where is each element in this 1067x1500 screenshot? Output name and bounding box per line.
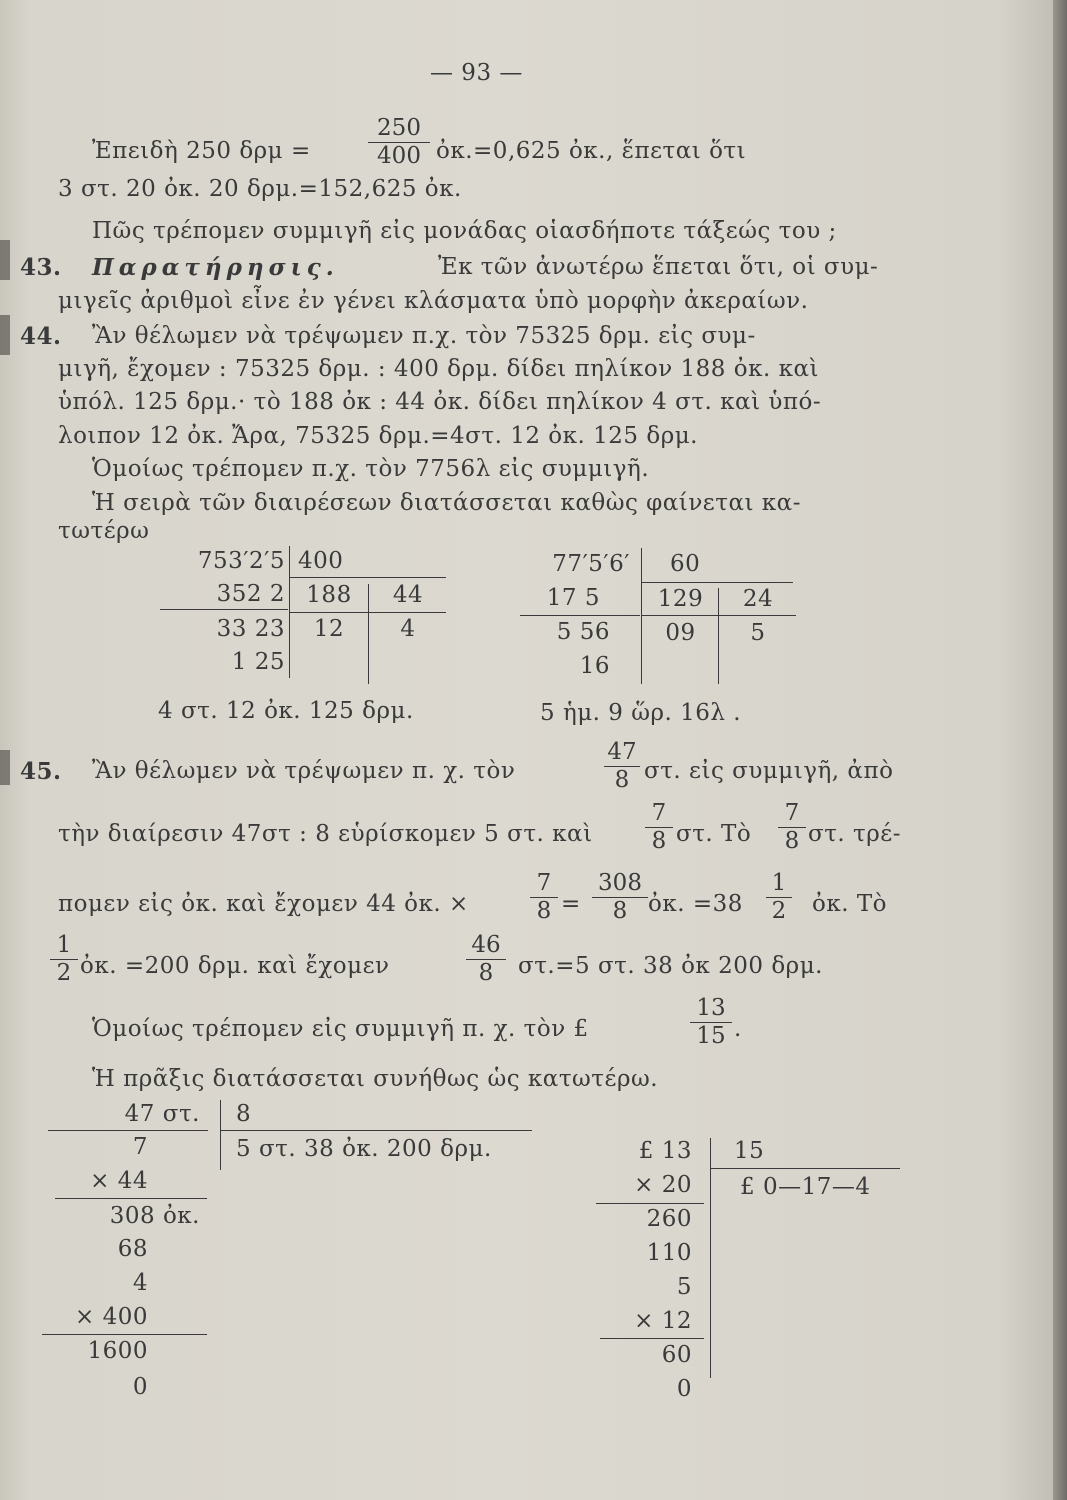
rule <box>220 1130 532 1131</box>
calc-row: × 400 <box>75 1304 148 1330</box>
divisor: 60 <box>670 551 701 577</box>
text-line: Ὁμοίως τρέπομεν εἰς συμμιγῆ π. χ. τὸν £ <box>92 1016 589 1042</box>
dividend-row: 753′2′5 <box>197 548 285 574</box>
text-line: Ἐκ τῶν ἀνωτέρω ἕπεται ὅτι, οἱ συμ- <box>438 254 879 280</box>
rule <box>641 615 796 616</box>
fraction: $\frac{47}{8}$ <box>604 741 640 792</box>
rule <box>220 1100 221 1170</box>
calc-result: 5 στ. 38 ὀκ. 200 δρμ. <box>236 1136 492 1162</box>
calc-row: 47 στ. <box>124 1101 200 1127</box>
calc-row: £ 13 <box>638 1138 692 1164</box>
dividend-row: 352 2 <box>216 581 285 607</box>
text-line: μιγεῖς ἀριθμοὶ εἶνε ἐν γένει κλάσματα ὑπὸ μορφὴν ἀκεραίων. <box>58 288 809 314</box>
rule <box>42 1334 207 1335</box>
remainder: 12 <box>313 616 345 642</box>
rule <box>48 1130 208 1131</box>
calc-row: 68 <box>117 1236 148 1262</box>
rule <box>641 548 642 684</box>
calc-row: 7 <box>132 1134 148 1160</box>
paragraph-number: 44. <box>20 323 62 350</box>
calc-row: 0 <box>676 1376 692 1402</box>
text-line: Ἂν θέλωμεν νὰ τρέψωμεν π. χ. τὸν <box>92 758 516 784</box>
calc-row: 260 <box>646 1206 692 1232</box>
text-line: τὴν διαίρεσιν 47στ : 8 εὑρίσκομεν 5 στ. καὶ <box>58 821 593 847</box>
fraction: $\frac{13}{15}$ <box>690 997 732 1048</box>
rule <box>520 615 640 616</box>
text-line: = <box>561 891 581 917</box>
divisor: 8 <box>236 1101 252 1127</box>
text-line: ὀκ. =200 δρμ. καὶ ἔχομεν <box>80 953 390 979</box>
division-result: 5 ἡμ. 9 ὥρ. 16λ . <box>540 700 742 726</box>
paragraph-number: 43. <box>20 254 62 281</box>
calc-row: 1600 <box>87 1338 148 1364</box>
text-line: λοιπον 12 ὀκ. Ἄρα, 75325 δρμ.=4στ. 12 ὀκ. 125 δρμ. <box>58 423 698 449</box>
rule <box>289 577 446 578</box>
rule <box>596 1203 704 1204</box>
text-line: πομεν εἰς ὀκ. καὶ ἔχομεν 44 ὀκ. × <box>58 891 469 917</box>
page-number: — 93 — <box>430 60 523 86</box>
divisor: 400 <box>298 548 344 574</box>
calc-result: £ 0—17—4 <box>740 1174 871 1200</box>
text-line: Ἂν θέλωμεν νὰ τρέψωμεν π.χ. τὸν 75325 δρμ. εἰς συμ- <box>92 323 756 349</box>
calc-row: × 12 <box>634 1308 692 1334</box>
rule <box>710 1168 900 1169</box>
fraction: $\frac{7}{8}$ <box>645 802 673 853</box>
section-heading: Παρατήρησις. <box>92 254 339 281</box>
text-line: ὀκ.=0,625 ὀκ., ἕπεται ὅτι <box>436 138 747 164</box>
quotient: 188 <box>306 582 352 608</box>
rule <box>641 582 793 583</box>
margin-mark <box>0 315 10 355</box>
rule <box>368 584 369 684</box>
text-line: Ἡ σειρὰ τῶν διαιρέσεων διατάσσεται καθὼς φαίνεται κα- <box>92 490 801 516</box>
calc-row: × 20 <box>634 1172 692 1198</box>
text-line: στ.=5 στ. 38 ὀκ 200 δρμ. <box>518 953 823 979</box>
divisor: 44 <box>392 582 424 608</box>
text-line: Ἐπειδὴ 250 δρμ = <box>92 138 311 164</box>
text-line: Ἡ πρᾶξις διατάσσεται συνήθως ὡς κατωτέρω. <box>92 1066 659 1092</box>
margin-mark <box>0 240 10 280</box>
calc-row: 0 <box>132 1374 148 1400</box>
text-line: μιγῆ, ἔχομεν : 75325 δρμ. : 400 δρμ. δίδει πηλίκον 188 ὀκ. καὶ <box>58 356 820 382</box>
text-line: ὀκ. =38 <box>648 891 743 917</box>
dividend-row: 77′5′6′ <box>552 551 630 577</box>
page-edge <box>1053 0 1067 1500</box>
text-line: στ. εἰς συμμιγῆ, ἀπὸ <box>644 758 894 784</box>
dividend-row: 33 23 <box>216 616 285 642</box>
fraction: $\frac{7}{8}$ <box>530 872 558 923</box>
text-line: ὑπόλ. 125 δρμ.· τὸ 188 ὀκ : 44 ὀκ. δίδει πηλίκον 4 στ. καὶ ὑπό- <box>58 389 822 415</box>
text-line: 3 στ. 20 ὀκ. 20 δρμ.=152,625 ὀκ. <box>58 176 462 202</box>
divisor: 24 <box>742 586 774 612</box>
calc-row: 110 <box>646 1240 692 1266</box>
rule <box>55 1198 207 1199</box>
divisor: 15 <box>734 1138 765 1164</box>
fraction: $\frac{1}{2}$ <box>766 872 792 923</box>
text-line: στ. τρέ- <box>808 821 901 847</box>
quotient: 4 <box>400 616 416 642</box>
rule <box>600 1338 704 1339</box>
dividend-row: 5 56 <box>556 619 610 645</box>
rule <box>160 609 288 610</box>
text-line: τωτέρω <box>58 518 150 544</box>
calc-row: 60 <box>661 1342 692 1368</box>
text-line: . <box>734 1016 742 1042</box>
fraction: $\frac{308}{8}$ <box>592 872 648 923</box>
calc-row: × 44 <box>90 1168 148 1194</box>
fraction: $\frac{1}{2}$ <box>50 934 78 985</box>
fraction: $\frac{46}{8}$ <box>466 934 506 985</box>
fraction: $\frac{7}{8}$ <box>778 802 806 853</box>
calc-row: 5 <box>676 1274 692 1300</box>
fraction: $\frac{250}{400}$ <box>368 117 430 168</box>
text-line: ὀκ. Τὸ <box>812 891 888 917</box>
text-line: Πῶς τρέπομεν συμμιγῆ εἰς μονάδας οἱασδήποτε τάξεώς του ; <box>92 218 837 244</box>
margin-mark <box>0 750 10 785</box>
quotient: 129 <box>657 586 704 612</box>
calc-row: 308 ὀκ. <box>109 1203 200 1229</box>
division-result: 4 στ. 12 ὀκ. 125 δρμ. <box>158 698 414 724</box>
dividend-row: 16 <box>579 653 610 679</box>
text-line: Ὁμοίως τρέπομεν π.χ. τὸν 7756λ εἰς συμμιγῆ. <box>92 456 650 482</box>
dividend-row: 1 25 <box>231 649 285 675</box>
paragraph-number: 45. <box>20 758 62 785</box>
text-line: στ. Τὸ <box>676 821 752 847</box>
calc-row: 4 <box>132 1270 148 1296</box>
dividend-row: 17 5 <box>546 585 600 611</box>
quotient: 5 <box>750 620 766 646</box>
remainder: 09 <box>665 620 696 646</box>
rule <box>718 588 719 684</box>
rule <box>710 1138 711 1378</box>
rule <box>289 612 446 613</box>
